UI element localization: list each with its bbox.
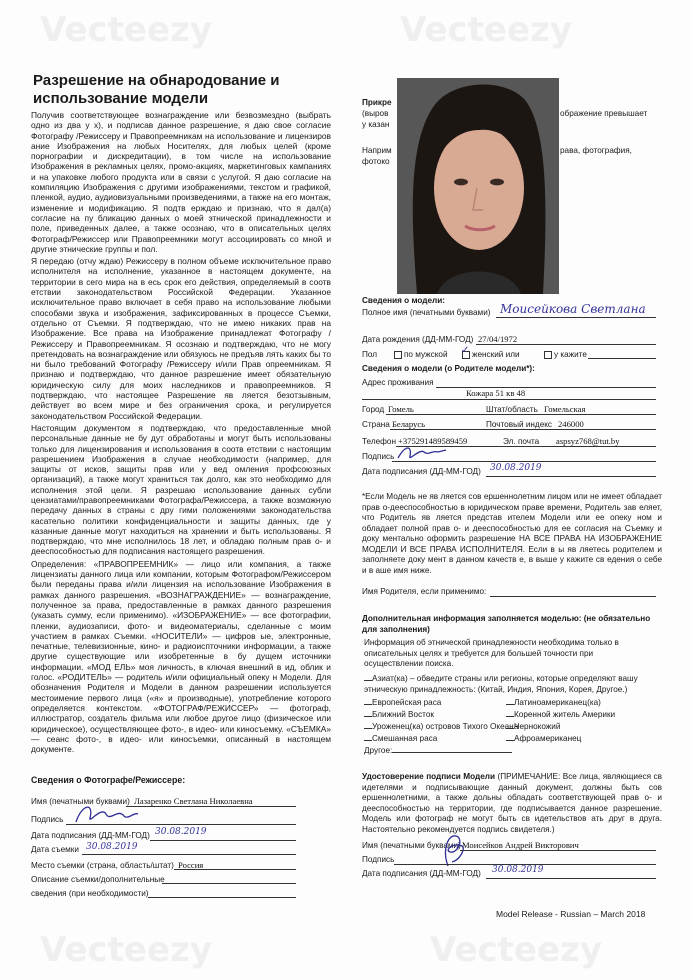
rule	[174, 869, 296, 870]
rule	[150, 840, 296, 841]
checkbox-line[interactable]	[364, 680, 372, 681]
watermark: Vecteezy	[400, 10, 572, 50]
checkbox-line[interactable]	[364, 716, 372, 717]
rule	[486, 878, 656, 879]
email-value: aspsyz768@tut.by	[556, 436, 620, 446]
checkbox-line[interactable]	[506, 728, 514, 729]
model-name-label: Полное имя (печатными буквами)	[362, 308, 491, 317]
ethnicity-other[interactable]	[364, 746, 512, 755]
state-label: Штат/область	[486, 405, 538, 414]
rule	[460, 850, 656, 851]
rule	[66, 824, 296, 825]
gender-female-option[interactable]	[461, 345, 520, 359]
photographer-heading: Сведения о Фотографе/Режиссере:	[31, 775, 186, 785]
shoot-date-label: Дата съемки	[31, 845, 79, 854]
city-label: Город	[362, 405, 385, 414]
rule	[490, 596, 656, 597]
zip-value: 246000	[558, 419, 584, 429]
witness-heading: Удостоверение подписи Модели	[362, 772, 496, 781]
ethnicity-label: Смешанная раса	[372, 734, 438, 743]
asian-ethnicity-label: Азиат(ка) – обведите страны или регионы, которые определяют вашу этническую принадлежность: (Китай, Индия, Япония, Корея, Другое.)	[364, 674, 638, 694]
attach-line: ображение превышает	[560, 109, 648, 118]
model-sign-label: Подпись	[362, 452, 395, 461]
ethnicity-label: Афроамериканец	[514, 734, 582, 743]
gender-male-label: по мужской	[404, 350, 448, 359]
rule	[476, 344, 656, 345]
attach-line: фотоко	[362, 157, 390, 166]
email-label: Эл. почта	[503, 437, 540, 446]
asian-ethnicity-option[interactable]	[364, 674, 654, 695]
checkbox-line[interactable]	[506, 704, 514, 705]
witness-name-value: Моисейков Андрей Викторович	[462, 840, 579, 850]
parent-note: *Если Модель не яв ляется сов ершеннолетним лицом или не имеет обладает прав о-дееспособностью в юридическом праве времени, Родитель зав еляет, что Родитель яв ляется представ ителем Модели или ее опеку ном и обладает полной прав о- и дееспособностью для ее согласия на Съемку и доку ментально оформить разрешение НА ВСЕ ПРАВА НА ИЗОБРАЖЕНИЕ МОДЕЛИ И ВСЕ ПРАВА ИСПОЛНИТЕЛЯ. Если в ы яв ляетесь родителем и заполняете доку мент в данном качеств е, в выше у кажите св едения о себе и в аше имя ниже.	[362, 492, 662, 575]
model-heading: Сведения о модели:	[362, 296, 446, 305]
other-input-line[interactable]	[392, 752, 512, 753]
ethnicity-latino[interactable]	[506, 698, 601, 707]
witness-text: (ПРИМЕЧАНИЕ: Все лица, являющиеся св идетелями и подписывающие данный документ, должны быть сов ершеннолетними, а также дольны обладать соответствующей прав о- и дееспособностью на территории, где подписывается данное разрешение. Модель или фотограф не могут быть св идетельствов ать друг в друга. Настоятельно рекомендуется подпись свидетеля.)	[362, 772, 663, 834]
rule	[390, 429, 656, 430]
rule	[386, 414, 656, 415]
city-value: Гомель	[388, 404, 414, 414]
witness-sign-label: Подпись	[362, 855, 395, 864]
watermark: Vecteezy	[40, 10, 212, 50]
rule	[392, 461, 656, 462]
country-label: Страна	[362, 420, 390, 429]
witness-date-label: Дата подписания (ДД-ММ-ГОД)	[362, 869, 481, 878]
document-title: Разрешение на обнародование и использование модели	[33, 72, 280, 107]
attach-line: Наприм	[362, 146, 392, 155]
watermark: Vecteezy	[40, 930, 212, 970]
photographer-sign-label: Подпись	[31, 815, 64, 824]
model-portrait-illustration	[397, 78, 559, 294]
checkbox-line[interactable]	[506, 740, 514, 741]
rule	[148, 897, 296, 898]
terms-paragraph: Я передаю (отчу ждаю) Режиссеру в полном объеме исключительное право исполнителя на исполнение, указанное в настоящем документе, на территории в сего мира на в есь срок его действия, определяемый в соотв етствии законодательством Российской Федерации. Указанное исключительное право включает в себя право на использование любыми способами звука и изображения, зафиксированных в процессе Съемки, отдельно от Съемки. Я подтверждаю, что не имею никаких прав на Изображение. Все права на Изображение принадлежат Фотографу /Режиссеру и Правопреемникам. Я осознаю и подтверждаю, что не могу претендовать на вознаграждение или обязуюсь не предъяв лять каких бы то ни было требований Фотографу /Режиссеру и/или Прав опреемникам. Я признаю и подтверждаю, что данное разрешение имеет обязательную юридическую силу для моих наследников и правопреемников. Я подтверждаю, что настоящее Разрешение яв ляется безотзывным, действует во всем мире и без ограничения срока, и регулируется законодательством Российской Федерации.	[31, 256, 331, 421]
gender-female-label: женский или	[472, 350, 520, 359]
ethnicity-middle-east[interactable]	[364, 710, 434, 719]
ethnicity-label: Европейская раса	[372, 698, 442, 707]
phone-label: Телефон	[362, 437, 396, 446]
model-signature	[394, 440, 450, 462]
dob-label: Дата рождения (ДД-ММ-ГОД)	[362, 335, 474, 344]
gender-male-option[interactable]	[394, 350, 448, 359]
model-photo	[397, 78, 559, 294]
photographer-date-value: 30.08.2019	[155, 827, 207, 837]
checkbox-line[interactable]	[506, 716, 514, 717]
ethnicity-label: Чернокожий	[514, 722, 561, 731]
attach-line: у казан	[362, 120, 390, 129]
ethnicity-label: Уроженец(ка) островов Тихого Океана	[372, 722, 519, 731]
model-name-value: Моисейкова Светлана	[500, 302, 646, 316]
checkbox-line[interactable]	[364, 728, 372, 729]
ethnicity-black[interactable]	[506, 722, 560, 731]
rule	[82, 854, 296, 855]
address-value: Кожара 51 кв 48	[466, 388, 526, 398]
check-mark-icon: ✓	[461, 345, 470, 356]
state-value: Гомельская	[544, 404, 586, 414]
gender-other-option[interactable]	[544, 350, 587, 359]
country-value: Беларусь	[392, 419, 426, 429]
parent-name-label: Имя Родителя, если применимо:	[362, 587, 487, 596]
location-label: Место съемки (страна, область/штат)	[31, 861, 174, 870]
attach-heading: Прикре	[362, 98, 392, 107]
release-terms	[31, 110, 331, 756]
witness-section	[362, 772, 662, 835]
checkbox-line[interactable]	[364, 740, 372, 741]
dob-value: 27/04/1972	[478, 334, 518, 344]
rule	[162, 883, 296, 884]
rule	[362, 399, 656, 400]
terms-paragraph: Получив соответствующее вознаграждение или безвозмездно (выбрать одно из два у х), и подписав данное разрешение, я даю свое согласие Фотографу /Режиссеру и Правопреемникам на использование и лицензиров ание Изображения на любых Носителях, для любых целей (кроме порнографии и дискредитации), в том числе на использование Изображения в рекламных целях, промо-акциях, маркетинговых кампаниях и на упаковке любого продукта или в связи с услугой. Я даю согласие на компиляцию Изображения с другими изображениями, текстом и графикой, пленкой, аудио, аудиовизуальными произведениями, а также на его монтаж, изменение и модификацию. Я подтв ерждаю и признаю, что я дал(а) согласие на пу бликацию данных о моей этнической принадлежности и поле, приведенных далее, а также осознаю, что в описательных целях Фотограф/Режиссер или Правопреемники могут ассоциировать со мной и другие этнические группы и пол.	[31, 110, 331, 254]
ethnicity-native-american[interactable]	[506, 710, 615, 719]
phone-value: +375291489589459	[398, 436, 468, 446]
checkbox-icon[interactable]	[394, 351, 402, 359]
description-label: Описание съемки/дополнительные	[31, 875, 165, 884]
ethnicity-label: Латиноамериканец(ка)	[514, 698, 601, 707]
description-label-2: сведения (при необходимости)	[31, 889, 149, 898]
ethnicity-label: Коренной житель Америки	[514, 710, 616, 719]
witness-date-value: 30.08.2019	[492, 865, 544, 875]
terms-paragraph: Определения: «ПРАВОПРЕЕМНИК» — лицо или компания, а также лицензиаты данного лица или компании, которым Фотографом/Режиссером были переданы права и/или лицензия на использование Изображения в рамках данного разрешения. «ВОЗНАГРАЖДЕНИЕ» — вознаграждение, полученное за права, предоставленные в рамках данного разрешения (указать сумму, если применимо). «ИЗОБРАЖЕНИЕ» — все фотографии, пленки, аудиозаписи, фото- и видеоматериалы, сделанные с моим участием в рамках Съемки. «НОСИТЕЛИ» — цифров ые, электронные, печатные, телевизионные, кино- и радиоиспточники информации, а также другие существующие или изобретенные в бу дущем источники информации. «МОД ЕЛЬ» моя личность, в ключая внешний в ид, облик и голос. «РОДИТЕЛЬ» — родитель и/или официальный опеку н Модели. Для обозначения Родителя и Модели в данном разрешении используется местоимение первого лица («я» и производные), употребление которого определяется контекстом. «ФОТОГРАФ/РЕЖИССЕР» — фотограф, иллюстратор, создатель фильма или любое другое лицо (физическое или юридическое), осуществляющее фото-, в идео- или киносъемку. «СЪЕМКА» — сеанс фото-, в идео- или киносъемки, описанный в настоящем документе.	[31, 558, 331, 755]
rule	[126, 806, 296, 807]
watermark: Vecteezy	[430, 930, 602, 970]
terms-paragraph: Настоящим документом я подтверждаю, что предоставленные мной персональные данные не бу дут обработаны и могут быть использованы только для лицензирования и использования в соотв етствии с настоящим разрешением Изображения в случае необходимости (например, для защиты от исков, защиты прав или у вед омления профсоюзных организаций), а также могут храниться так долго, как это необходимо для исполнения этой цели. Я разрешаю использование данных субли цензиатами/правопреемниками Фотографа/Режиссера, а также возможную передачу данных в страны с дру гими положениями законодательства касательно политики конфиденциальности и защиты данных, где у казанные данные могут находиться на хранении и быть использованы. Я подтверждаю, что мне исполнилось 18 лет, и обладаю полным прав о- и дееспособностью для подписания настоящего разрешения.	[31, 422, 331, 557]
attach-line: (выров	[362, 109, 389, 118]
checkbox-line[interactable]	[364, 704, 372, 705]
rule	[588, 358, 656, 359]
address-heading: Сведения о модели (о Родителе модели*):	[362, 364, 535, 373]
rule	[486, 476, 656, 477]
checkbox-icon[interactable]	[544, 351, 552, 359]
shoot-date-value: 30.08.2019	[86, 842, 138, 852]
photographer-date-label: Дата подписания (ДД-ММ-ГОД)	[31, 831, 150, 840]
gender-label: Пол	[362, 350, 378, 359]
ethnicity-mixed[interactable]	[364, 734, 437, 743]
ethnicity-label: Другое:	[364, 746, 393, 755]
photographer-name-value: Лазаренко Светлана Николаевна	[134, 796, 253, 806]
model-date-label: Дата подписания (ДД-ММ-ГОД)	[362, 467, 481, 476]
rule	[496, 317, 656, 318]
footer-version: Model Release - Russian – March 2018	[496, 909, 646, 919]
gender-other-label: у кажите	[554, 350, 587, 359]
ethnicity-pacific[interactable]	[364, 722, 518, 731]
address-label: Адрес проживания	[362, 378, 434, 387]
ethnicity-african-american[interactable]	[506, 734, 581, 743]
location-value: Россия	[178, 860, 204, 870]
model-date-value: 30.08.2019	[490, 463, 542, 473]
zip-label: Почтовый индекс	[486, 420, 553, 429]
witness-name-label: Имя (печатными буквами)	[362, 841, 461, 850]
extra-info-text: Информация об этнической принадлежности необходима только в описательных целях и требуется для большей точности при осуществлении поиска.	[364, 638, 619, 668]
ethnicity-label: Ближний Восток	[372, 710, 434, 719]
ethnicity-european[interactable]	[364, 698, 441, 707]
attach-line: рава, фотография,	[560, 146, 632, 155]
extra-info-heading: Дополнительная информация заполняется моделью: (не обязательно для заполнения)	[362, 614, 651, 634]
photographer-name-label: Имя (печатными буквами)	[31, 797, 130, 806]
